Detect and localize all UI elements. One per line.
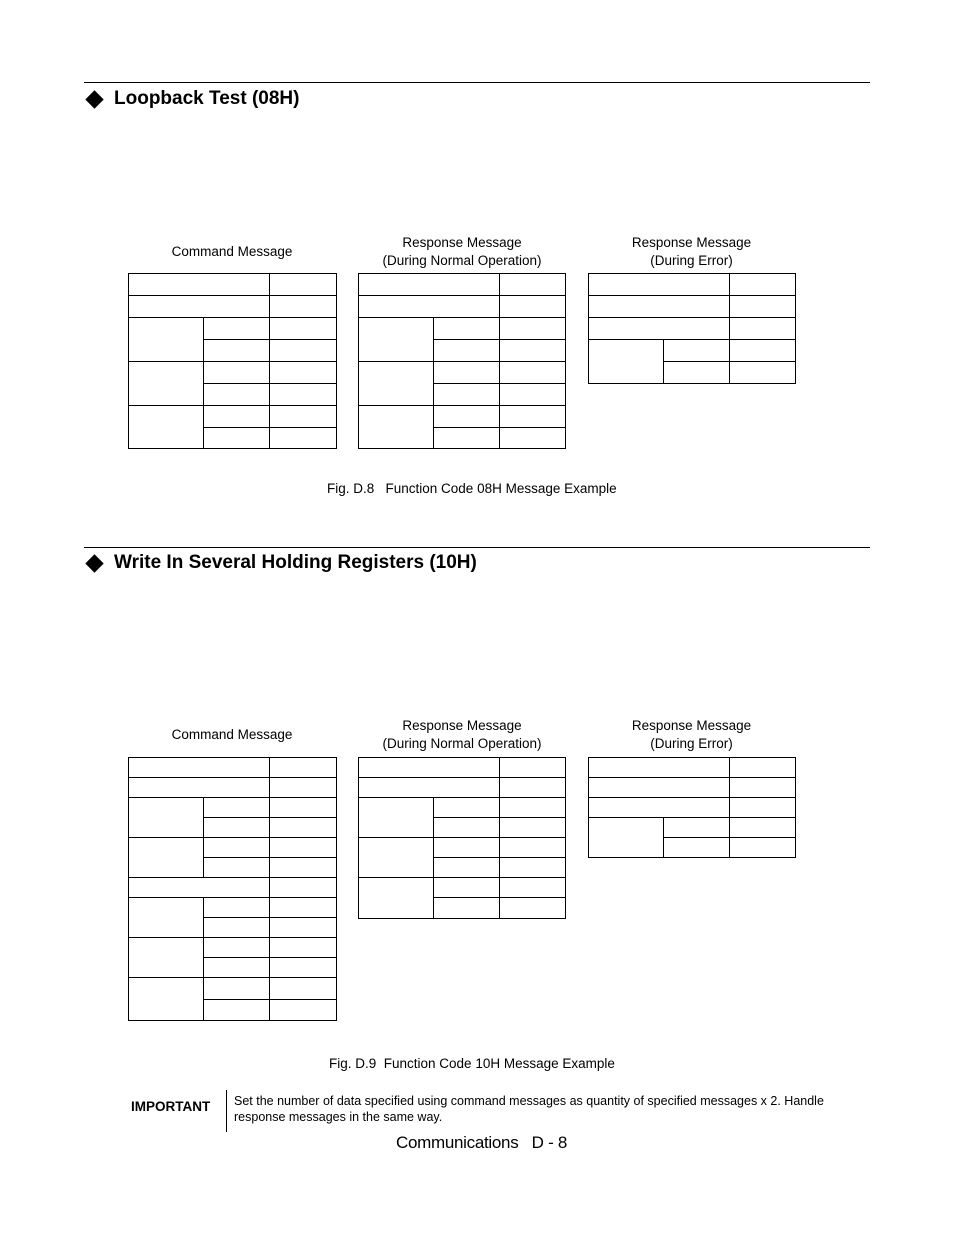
table-cell [433, 897, 500, 919]
table-cell [128, 777, 270, 798]
table-cell [203, 817, 270, 838]
table-cell [358, 777, 500, 798]
table-cell [203, 957, 270, 978]
table-cell [588, 777, 730, 798]
table-cell [499, 797, 566, 818]
table-cell [128, 273, 270, 296]
table-cell [433, 317, 500, 340]
table-cell [269, 777, 337, 798]
table-cell [128, 837, 204, 878]
table-cell [203, 797, 270, 818]
table-cell [269, 999, 337, 1021]
figure-caption-d8: Fig. D.8 Function Code 08H Message Example [327, 481, 617, 496]
table-cell [269, 837, 337, 858]
table-cell [203, 897, 270, 918]
table-cell [499, 361, 566, 384]
table-cell [128, 317, 204, 362]
table-cell [203, 405, 270, 428]
table-cell [729, 295, 796, 318]
table-cell [588, 317, 730, 340]
table-cell [269, 361, 337, 384]
table-cell [499, 295, 566, 318]
diamond-bullet-icon [85, 554, 103, 572]
table-cell [588, 273, 730, 296]
response-normal-label: Response Message (During Normal Operation) [382, 235, 542, 268]
page-footer: Communications D - 8 [396, 1133, 568, 1152]
table-cell [128, 937, 204, 978]
table-cell [269, 317, 337, 340]
table-cell [128, 361, 204, 406]
table-cell [433, 361, 500, 384]
table-cell [729, 817, 796, 838]
table-cell [269, 273, 337, 296]
table-cell [203, 857, 270, 878]
table-cell [358, 797, 434, 838]
table-cell [663, 817, 730, 838]
table-cell [499, 757, 566, 778]
section-heading-write-registers [85, 552, 477, 574]
table-cell [358, 837, 434, 878]
command-message-label: Command Message [171, 727, 293, 742]
table-cell [203, 977, 270, 1000]
important-text: Set the number of data specified using command messages as quantity of specified messages x 2. Handle response messages in the same way. [234, 1094, 824, 1124]
response-normal-label: Response Message (During Normal Operation) [382, 718, 542, 751]
table-cell [499, 897, 566, 919]
table-cell [269, 295, 337, 318]
figure-caption-d9: Fig. D.9 Function Code 10H Message Example [329, 1056, 615, 1071]
table-cell [269, 757, 337, 778]
table-cell [588, 817, 664, 858]
table-cell [269, 917, 337, 938]
table-cell [433, 837, 500, 858]
table-cell [203, 427, 270, 449]
table-cell [499, 837, 566, 858]
section-heading-loopback [85, 88, 299, 110]
response-error-label: Response Message (During Error) [631, 235, 752, 268]
table-cell [358, 757, 500, 778]
table-cell [499, 777, 566, 798]
table-cell [358, 273, 500, 296]
table-cell [128, 897, 204, 938]
table-cell [588, 295, 730, 318]
table-cell [729, 757, 796, 778]
command-message-label: Command Message [171, 244, 293, 259]
table-cell [269, 897, 337, 918]
table-cell [499, 817, 566, 838]
table-cell [499, 339, 566, 362]
table-cell [203, 339, 270, 362]
table-cell [433, 797, 500, 818]
table-cell [729, 273, 796, 296]
table-cell [203, 917, 270, 938]
table-cell [729, 317, 796, 340]
table-cell [269, 877, 337, 898]
table-cell [269, 957, 337, 978]
table-cell [358, 295, 500, 318]
table-cell [269, 797, 337, 818]
table-cell [269, 937, 337, 958]
table-cell [729, 837, 796, 858]
table-cell [499, 877, 566, 898]
table-cell [128, 757, 270, 778]
table-cell [499, 273, 566, 296]
table-cell [269, 383, 337, 406]
table-cell [358, 361, 434, 406]
table-cell [729, 339, 796, 362]
table-cell [499, 857, 566, 878]
table-cell [269, 817, 337, 838]
table-cell [433, 339, 500, 362]
table-cell [663, 361, 730, 384]
section-title: Write In Several Holding Registers (10H) [114, 552, 477, 573]
section-rule-1 [84, 82, 870, 83]
table-cell [203, 383, 270, 406]
table-cell [433, 427, 500, 449]
table-cell [433, 383, 500, 406]
table-cell [663, 339, 730, 362]
diamond-bullet-icon [85, 90, 103, 108]
table-cell [203, 317, 270, 340]
table-cell [499, 317, 566, 340]
table-cell [269, 977, 337, 1000]
table-cell [499, 383, 566, 406]
response-error-label: Response Message (During Error) [631, 718, 752, 751]
table-cell [358, 317, 434, 362]
table-cell [203, 937, 270, 958]
table-cell [588, 797, 730, 818]
table-cell [433, 857, 500, 878]
table-cell [433, 405, 500, 428]
important-label: IMPORTANT [131, 1099, 211, 1114]
table-cell [588, 339, 664, 384]
table-cell [433, 817, 500, 838]
table-cell [128, 295, 270, 318]
table-cell [269, 405, 337, 428]
table-cell [269, 427, 337, 449]
table-cell [358, 405, 434, 449]
table-cell [128, 977, 204, 1021]
section-title: Loopback Test (08H) [114, 88, 300, 109]
table-cell [588, 757, 730, 778]
important-divider [226, 1090, 227, 1132]
table-cell [433, 877, 500, 898]
table-cell [729, 777, 796, 798]
table-cell [269, 857, 337, 878]
table-cell [128, 797, 204, 838]
table-cell [729, 797, 796, 818]
table-cell [203, 837, 270, 858]
table-cell [128, 877, 270, 898]
table-cell [499, 405, 566, 428]
section-rule-2 [84, 547, 870, 548]
table-cell [663, 837, 730, 858]
table-cell [269, 339, 337, 362]
table-cell [729, 361, 796, 384]
table-cell [499, 427, 566, 449]
table-cell [203, 999, 270, 1021]
table-cell [203, 361, 270, 384]
table-cell [358, 877, 434, 919]
table-cell [128, 405, 204, 449]
